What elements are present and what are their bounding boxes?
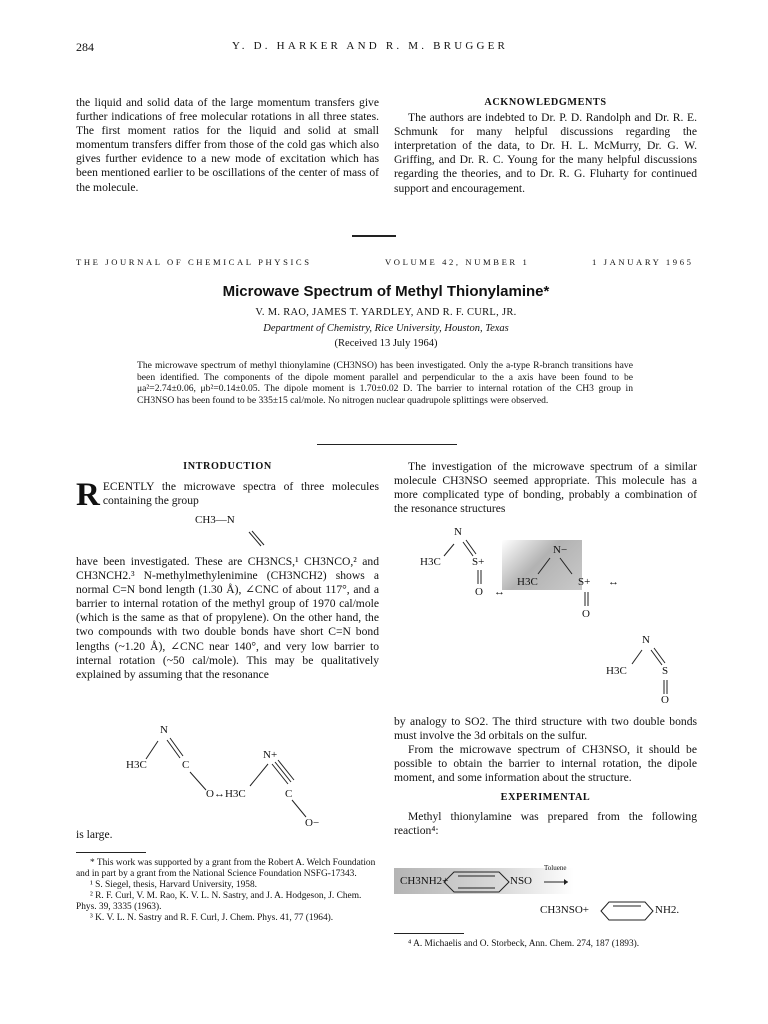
drop-cap: R (76, 477, 100, 514)
right-paragraph-1: The investigation of the microwave spectrum of a similar molecule CH3NSO seemed appropriate. This molecule has a more complicated type of bonding, probably a combination of the resonance structures (394, 460, 697, 516)
prev-article-paragraph: the liquid and solid data of the large momentum transfers give further indications of free molecular rotations in all three states. The first moment ratios for the liquid and solid at small momentum transfers differ from those of the cold gas which also gives further evidence to a new mode of excitation which has been mentioned earlier to be oscillations of the center of mass of the molecule. (76, 96, 379, 194)
right-paragraph-3: From the microwave spectrum of CH3NSO, it should be possible to obtain the barrier to internal rotation, the dipole moment, and some information about the structure. (394, 743, 697, 785)
res2-atom-h3c: H3C (517, 576, 538, 588)
abstract: The microwave spectrum of methyl thionylamine (CH3NSO) has been investigated. Only the a-type R-branch transitions have been identified. The components of the dipole moment parallel and perpendicular to the a axis have been found to be μa²=2.74±0.06, μb²=0.14±0.05. The dipole moment is 1.70±0.02 D. The barrier to internal rotation of the CH3 group in CH3NSO has been found to be 335±15 cal/mole. No nitrogen nuclear quadrupole splittings were observed. (137, 360, 633, 406)
footnotes-left (76, 858, 379, 924)
acknowledgments-text: The authors are indebted to Dr. P. D. Randolph and Dr. R. E. Schmunk for many helpful discussions regarding the interpretation of the data, to Dr. H. L. McMurry, Dr. G. W. Griffing, and Dr. R. C. Young for the many helpful discussions regarding the theories, and to Dr. R. G. Fluharty for continued support and encouragement. (394, 111, 697, 195)
intro-paragraph-2: have been investigated. These are CH3NCS,¹ CH3NCO,² and CH3NCH2.³ N-methylmethylenimine (CH3NCH2) shows a normal C=N bond length (1.30 Å), ∠CNC of about 117°, and a barrier to internal rotation of the methyl group of 1970 cal/mole (which is the same as that of propylene). On the other hand, the two compounds with two double bonds have short C=N bond lengths (~1.20 Å), ∠CNC near 140°, and very low barrier to internal rotation (~50 cal/mole). This may be qualitatively explained by assuming that the resonance (76, 555, 379, 681)
nso-label: NSO (510, 875, 533, 887)
res2-atom-o: O (582, 608, 590, 620)
footnote: ⁴ A. Michaelis and O. Storbeck, Ann. Chem. 274, 187 (1893). (408, 939, 640, 949)
methyl-amine-group (195, 514, 275, 554)
footnote-rule-left (76, 852, 146, 853)
res1-atom-s-plus: S+ (472, 556, 485, 568)
res3-atom-s: S (662, 665, 669, 677)
right-column-body (394, 715, 697, 838)
experimental-heading: EXPERIMENTAL (500, 792, 591, 804)
introduction-heading: INTRODUCTION (183, 461, 272, 472)
res2-atom-n-minus: N− (553, 544, 568, 556)
res3-atom-o: O (661, 694, 669, 706)
right-paragraph-2: by analogy to SO2. The third structure with two double bonds must involve the 3d orbitals on the sulfur. (394, 715, 697, 743)
atom-o-arrow-h3c: O↔H3C (206, 788, 246, 800)
group-bond-lines (195, 514, 275, 554)
article-affiliation: Department of Chemistry, Rice University, Houston, Texas (263, 323, 509, 334)
atom-n: N (160, 724, 168, 736)
footnote: * This work was supported by a grant from the Robert A. Welch Foundation and in part by a grant from the National Science Foundation NSFG-17343. (76, 858, 376, 879)
journal-volume: VOLUME 42, NUMBER 1 (385, 257, 530, 267)
introduction-column (76, 460, 379, 514)
atom-o-minus: O− (305, 817, 320, 829)
journal-date: 1 JANUARY 1965 (592, 257, 694, 267)
res1-atom-h3c: H3C (420, 556, 441, 568)
res1-atom-o: O (475, 586, 483, 598)
footnote: ¹ S. Siegel, thesis, Harvard University, 1958. (90, 880, 258, 890)
resonance-arrow-2: ↔ (608, 576, 619, 588)
intro-paragraph-1: ECENTLY the microwave spectra of three molecules containing the group (102, 480, 379, 508)
journal-name: THE JOURNAL OF CHEMICAL PHYSICS (76, 257, 312, 267)
footnote: ³ K. V. L. N. Sastry and R. F. Curl, J. Chem. Phys. 41, 77 (1964). (90, 913, 334, 923)
intro-paragraph-2-block (76, 555, 379, 682)
atom-n-plus: N+ (263, 749, 278, 761)
article-title: Microwave Spectrum of Methyl Thionylamine* (222, 283, 550, 300)
res3-atom-n: N (642, 634, 650, 646)
article-received: (Received 13 July 1964) (334, 338, 438, 349)
right-resonance-structures (410, 526, 710, 706)
res3-atom-h3c: H3C (606, 665, 627, 677)
atom-c-2: C (285, 788, 293, 800)
footnote-rule-right (394, 933, 464, 934)
res1-atom-n: N (454, 526, 462, 538)
atom-c: C (182, 759, 190, 771)
reactant-label: CH3NH2+ (400, 875, 449, 887)
prev-article-left-column (76, 96, 379, 195)
acknowledgments-heading: ACKNOWLEDGMENTS (484, 97, 607, 108)
acknowledgments-column (394, 96, 697, 196)
footnote: ² R. F. Curl, V. M. Rao, K. V. L. N. Sastry, and J. A. Hodgeson, J. Chem. Phys. 39, 3335 (1963). (76, 891, 362, 912)
article-authors: V. M. RAO, JAMES T. YARDLEY, AND R. F. CURL, JR. (255, 307, 517, 318)
nh2-label: NH2. (655, 904, 680, 916)
reaction-scheme (394, 862, 704, 924)
section-divider (352, 235, 396, 237)
solvent-label: Toluene (544, 864, 567, 872)
group-label: CH3—N (195, 514, 235, 526)
footnote-right (394, 939, 697, 950)
right-column-intro (394, 460, 697, 516)
product-label: CH3NSO+ (540, 904, 589, 916)
abstract-divider (317, 444, 457, 445)
is-large-text: is large. (76, 828, 113, 841)
page-number: 284 (76, 40, 94, 54)
running-header-authors: Y. D. HARKER AND R. M. BRUGGER (232, 40, 509, 52)
atom-h3c: H3C (126, 759, 147, 771)
res2-atom-s-plus: S+ (578, 576, 591, 588)
experimental-text: Methyl thionylamine was prepared from the following reaction⁴: (394, 809, 697, 837)
resonance-arrow-1: ↔ (494, 586, 505, 598)
left-resonance-structure (120, 724, 340, 834)
